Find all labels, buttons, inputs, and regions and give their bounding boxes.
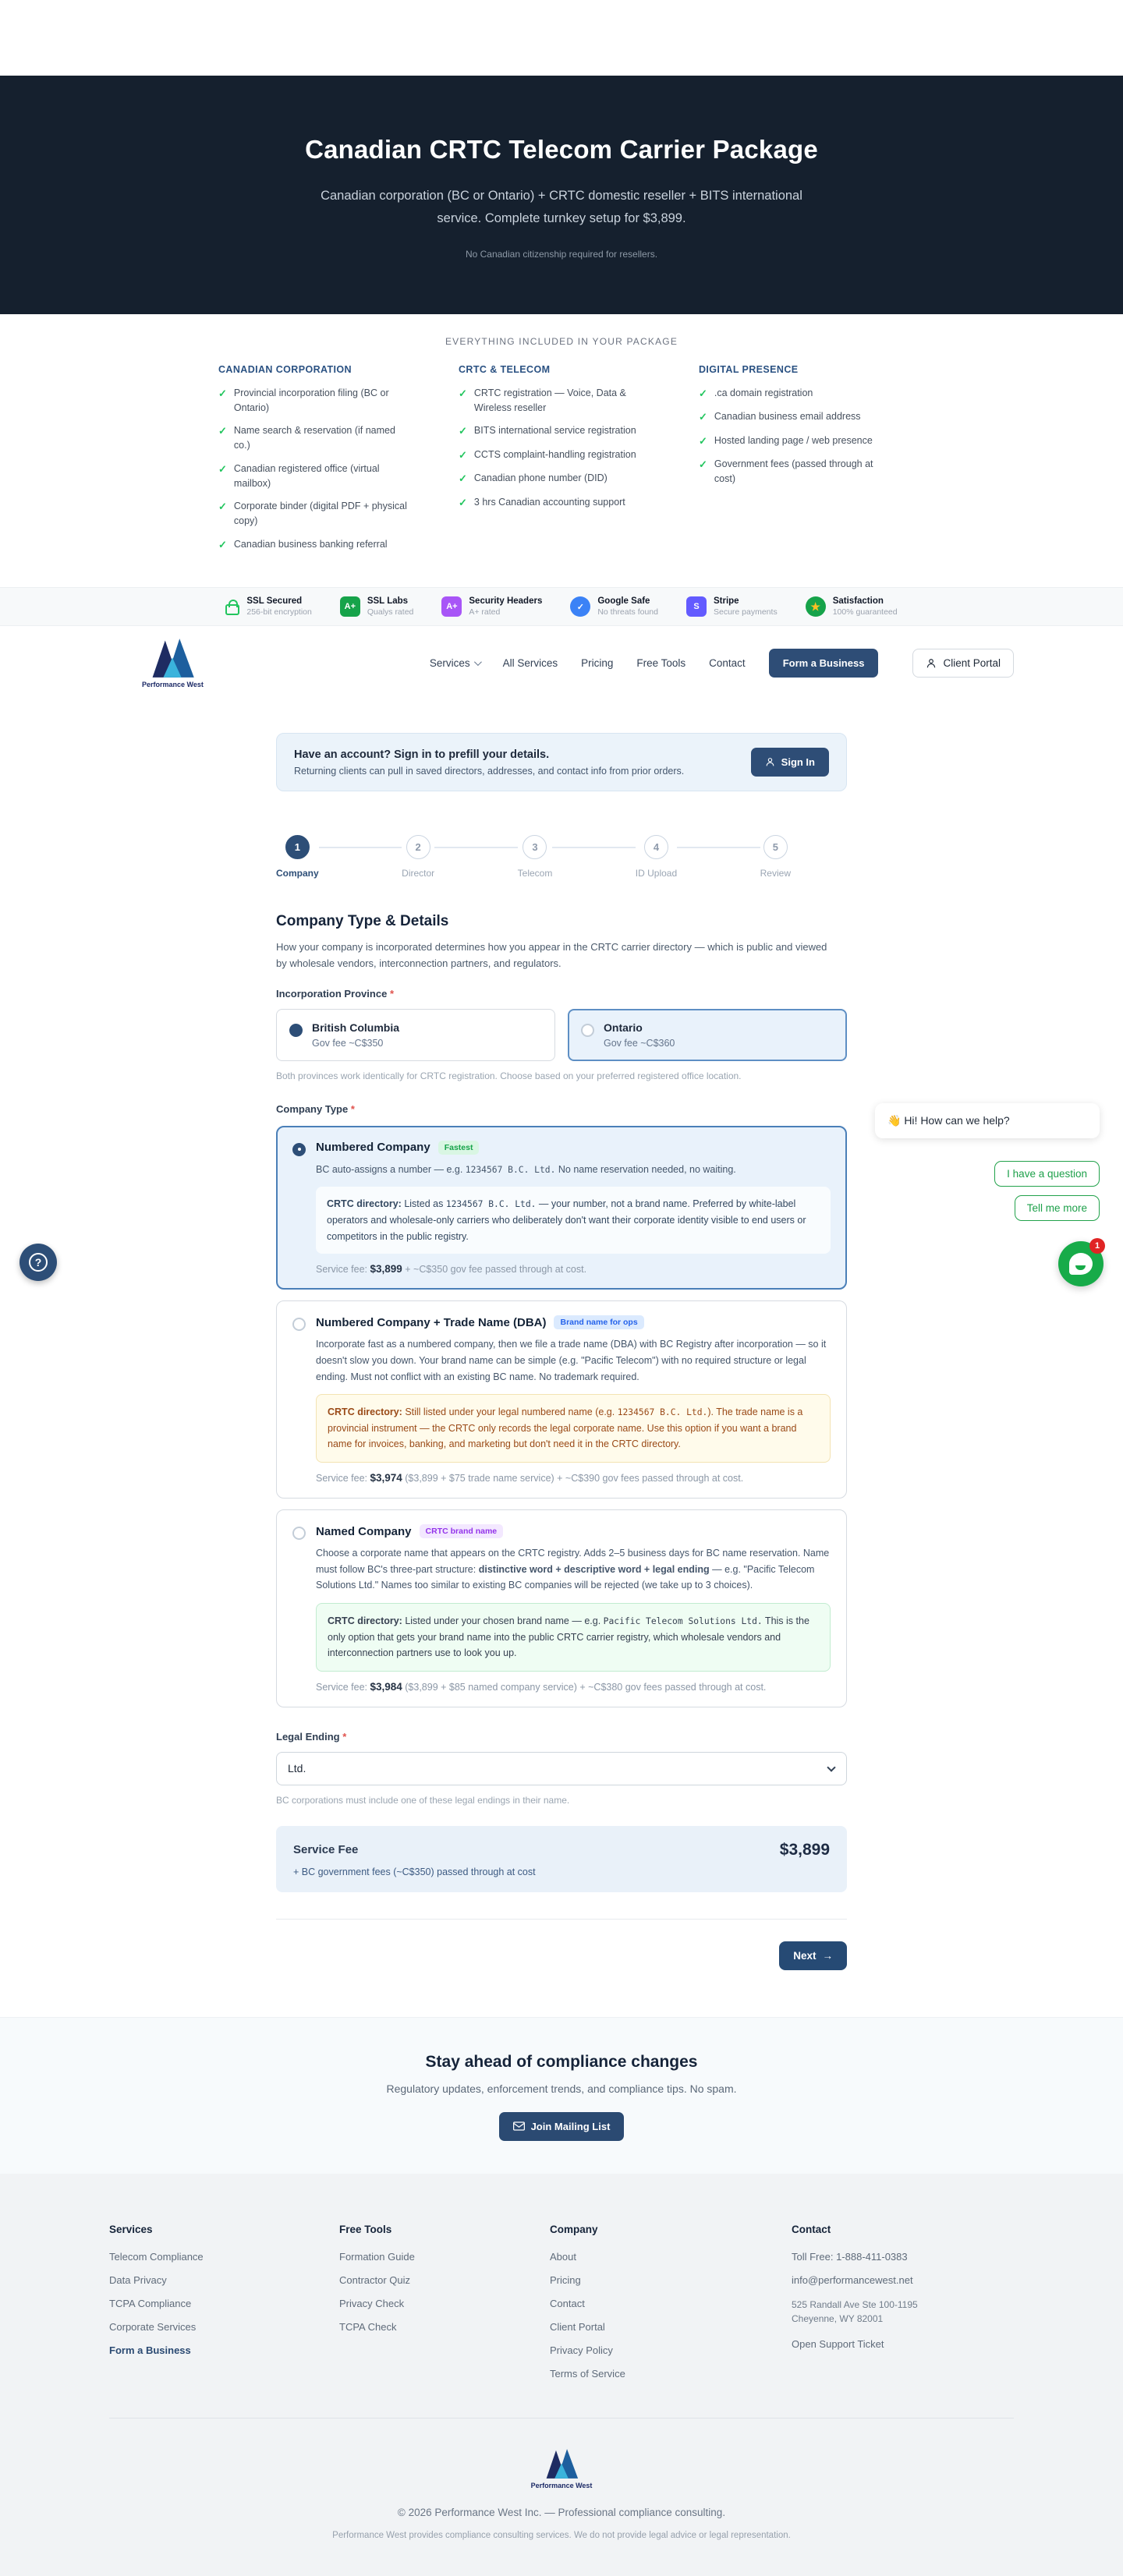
footer	[0, 2174, 1123, 2576]
legal-ending-select[interactable]	[276, 1752, 847, 1785]
province-name: British Columbia	[312, 1021, 400, 1034]
mountain-logo-icon	[544, 2448, 579, 2479]
list-item-text: .ca domain registration	[714, 387, 813, 398]
main-content	[276, 700, 847, 2017]
chat-unread-badge: 1	[1089, 1238, 1105, 1254]
footer-divider	[109, 2418, 1014, 2419]
badge-stripe	[686, 596, 778, 617]
footer-link-pricing[interactable]: Pricing	[550, 2273, 581, 2286]
option-title: Named Company	[316, 1524, 412, 1538]
check-icon: ✓	[699, 387, 707, 399]
question-mark-icon: ?	[29, 1253, 48, 1272]
chevron-down-icon	[474, 658, 482, 666]
required-asterisk: *	[350, 1102, 355, 1115]
crtc-directory-note: CRTC directory: Listed under your chosen brand name — e.g. Pacific Telecom Solutions Ltd. This is the only option that gets your brand name into the public CRTC carrier registry, which wholesale vendors and interconnection partners use to look you up.	[316, 1603, 831, 1672]
footer-email[interactable]: info@performancewest.net	[792, 2273, 913, 2286]
client-portal-label: Client Portal	[943, 657, 1001, 670]
footer-link-telecom-compliance[interactable]: Telecom Compliance	[109, 2250, 204, 2263]
newsletter-title: Stay ahead of compliance changes	[425, 2052, 698, 2071]
company-type-field-label: Company Type *	[276, 1102, 355, 1115]
signin-subtitle: Returning clients can pull in saved directors, addresses, and contact info from prior orders.	[294, 765, 685, 777]
option-description: BC auto-assigns a number — e.g. 1234567 B.C. Ltd. No name reservation needed, no waiting.	[316, 1163, 736, 1175]
nav-item-label: Services	[429, 657, 470, 670]
option-named-company[interactable]	[276, 1509, 847, 1707]
step-company[interactable]	[276, 835, 319, 879]
footer-link-terms-of-service[interactable]: Terms of Service	[550, 2367, 625, 2380]
footer-column-title: Company	[550, 2223, 598, 2235]
signin-title: Have an account? Sign in to prefill your details.	[294, 748, 550, 761]
province-option-ontario[interactable]	[568, 1009, 847, 1061]
legal-ending-note: BC corporations must include one of these legal endings in their name.	[276, 1794, 570, 1806]
footer-link-tcpa-compliance[interactable]: TCPA Compliance	[109, 2297, 192, 2309]
footer-link-contractor-quiz[interactable]: Contractor Quiz	[339, 2273, 411, 2286]
list-item-text: Canadian business banking referral	[233, 538, 388, 550]
envelope-icon	[513, 2121, 525, 2131]
footer-link-tcpa-check[interactable]: TCPA Check	[339, 2320, 397, 2333]
check-icon: ✓	[218, 462, 227, 475]
service-fee-note: + BC government fees (~C$350) passed through at cost	[293, 1866, 536, 1877]
top-navigation	[0, 626, 1123, 700]
google-safe-check-icon: ✓	[570, 596, 590, 617]
footer-link-about[interactable]: About	[550, 2250, 576, 2263]
legal-ending-field-label: Legal Ending *	[276, 1730, 347, 1743]
radio-icon[interactable]	[289, 1024, 303, 1037]
option-service-fee: Service fee: $3,899 + ~C$350 gov fee passed through at cost.	[316, 1263, 587, 1276]
badge-title: Google Safe	[597, 596, 650, 607]
step-telecom[interactable]	[518, 835, 553, 879]
chat-bubble-icon	[1069, 1253, 1093, 1275]
step-connector	[319, 847, 402, 848]
list-item	[699, 433, 894, 449]
list-item-text: Provincial incorporation filing (BC or Ontario)	[233, 387, 389, 413]
hero-note: No Canadian citizenship required for resellers.	[465, 248, 658, 260]
list-item-text: Name search & reservation (if named co.)	[233, 425, 395, 451]
sign-in-button[interactable]	[751, 748, 829, 777]
security-headers-icon: A+	[441, 596, 462, 617]
badge-google-safe	[570, 596, 658, 617]
badge-sub: Qualys rated	[367, 607, 414, 617]
star-icon: ★	[806, 596, 826, 617]
service-fee-label: Service Fee	[293, 1843, 359, 1857]
list-item-text: Canadian business email address	[714, 411, 861, 423]
chat-launcher-button[interactable]	[1058, 1241, 1104, 1286]
chat-option-tell-me-more-button[interactable]: Tell me more	[1015, 1195, 1100, 1221]
mountain-logo-icon	[150, 638, 195, 678]
badge-sub: A+ rated	[469, 607, 501, 617]
list-item-text: Canadian phone number (DID)	[473, 472, 608, 484]
list-item	[218, 423, 413, 453]
trust-badges-bar	[0, 587, 1123, 626]
list-item	[699, 457, 894, 487]
radio-icon[interactable]	[292, 1527, 306, 1540]
list-item-text: BITS international service registration	[473, 425, 636, 437]
hero-subtitle: Canadian corporation (BC or Ontario) + CRTC domestic reseller + BITS international service. Complete turnkey setup for $3,899.	[321, 189, 802, 225]
footer-link-open-support-ticket[interactable]: Open Support Ticket	[792, 2338, 884, 2351]
crtc-directory-note: CRTC directory: Still listed under your legal numbered name (e.g. 1234567 B.C. Ltd.). The trade name is a provincial instrument — the CRTC only records the legal corporate name. Use this option if you want a brand name for invoices, banking, and marketing but don't need it in the CRTC directory.	[316, 1394, 831, 1463]
option-badge: CRTC brand name	[420, 1524, 504, 1538]
nav-item-all-services[interactable]: All Services	[502, 657, 558, 670]
nav-item-free-tools[interactable]: Free Tools	[636, 657, 686, 670]
step-label: Telecom	[517, 868, 553, 879]
help-widget-button[interactable]	[19, 1244, 57, 1281]
included-column-title: CANADIAN CORPORATION	[218, 363, 352, 375]
option-title: Numbered Company	[316, 1141, 430, 1155]
check-icon: ✓	[699, 458, 707, 471]
option-title: Numbered Company + Trade Name (DBA)	[316, 1315, 547, 1329]
radio-icon[interactable]	[292, 1318, 306, 1331]
badge-satisfaction	[806, 596, 898, 617]
province-fee: Gov fee ~C$360	[604, 1037, 675, 1049]
lock-icon	[225, 604, 239, 615]
footer-brand-logo[interactable]	[531, 2448, 593, 2489]
province-name: Ontario	[604, 1021, 643, 1034]
step-wizard	[276, 835, 791, 879]
list-item	[459, 423, 654, 439]
footer-brand-name: Performance West	[530, 2481, 593, 2489]
hero-section	[0, 76, 1123, 314]
province-options	[276, 1009, 847, 1061]
check-icon: ✓	[699, 411, 707, 423]
service-fee-summary	[276, 1826, 847, 1892]
footer-link-contact[interactable]: Contact	[550, 2297, 585, 2309]
brand-logo[interactable]	[142, 638, 204, 688]
form-a-business-button[interactable]: Form a Business	[769, 649, 879, 678]
disclaimer-text: Performance West provides compliance consulting services. We do not provide legal advice or legal representation.	[332, 2530, 791, 2540]
list-item	[459, 495, 654, 511]
list-item-text: Corporate binder (digital PDF + physical copy)	[233, 501, 407, 526]
badge-sub: Secure payments	[713, 607, 778, 617]
province-note: Both provinces work identically for CRTC registration. Choose based on your preferred registered office location.	[276, 1070, 742, 1081]
newsletter-subtitle: Regulatory updates, enforcement trends, and compliance tips. No spam.	[386, 2082, 737, 2095]
list-item-text: 3 hrs Canadian accounting support	[473, 496, 625, 508]
badge-title: SSL Secured	[246, 596, 303, 607]
check-icon: ✓	[459, 387, 467, 399]
join-mailing-list-button[interactable]	[499, 2112, 625, 2141]
step-circle: 4	[644, 835, 668, 859]
footer-column-company	[550, 2224, 792, 2391]
check-icon: ✓	[218, 538, 227, 550]
list-item	[699, 386, 894, 402]
option-badge: Brand name for ops	[554, 1315, 643, 1329]
province-field-label: Incorporation Province *	[276, 987, 394, 1000]
list-item	[218, 537, 413, 553]
newsletter-section	[0, 2017, 1123, 2174]
list-item	[699, 409, 894, 425]
footer-link-data-privacy[interactable]: Data Privacy	[109, 2273, 167, 2286]
footer-link-corporate-services[interactable]: Corporate Services	[109, 2320, 197, 2333]
footer-column-contact	[792, 2224, 1014, 2391]
footer-link-client-portal[interactable]: Client Portal	[550, 2320, 605, 2333]
option-service-fee: Service fee: $3,974 ($3,899 + $75 trade name service) + ~C$390 gov fees passed through at cost.	[316, 1472, 744, 1484]
footer-link-privacy-policy[interactable]: Privacy Policy	[550, 2344, 613, 2356]
required-asterisk: *	[342, 1730, 347, 1743]
badge-title: Satisfaction	[832, 596, 884, 607]
top-spacer	[0, 0, 1123, 76]
included-section	[0, 314, 1123, 588]
badge-sub: 256-bit encryption	[246, 607, 312, 617]
list-item-text: Hosted landing page / web presence	[714, 434, 873, 446]
badge-title: Security Headers	[469, 596, 543, 607]
nav-item-contact[interactable]: Contact	[709, 657, 746, 670]
check-icon: ✓	[459, 472, 467, 485]
form-description: How your company is incorporated determines how you appear in the CRTC carrier directory — which is public and viewed by wholesale vendors, interconnection partners, and regulators.	[276, 941, 827, 970]
badge-title: Stripe	[713, 596, 739, 607]
list-item	[218, 386, 413, 416]
hero-title: Canadian CRTC Telecom Carrier Package	[305, 135, 818, 164]
step-connector	[677, 847, 760, 848]
page-title: Company Type & Details	[276, 913, 449, 930]
included-column-title: DIGITAL PRESENCE	[699, 363, 799, 375]
step-circle: 3	[523, 835, 547, 859]
radio-icon[interactable]	[292, 1143, 306, 1156]
legal-ending-select-wrap	[276, 1752, 847, 1785]
step-label: Company	[276, 868, 319, 879]
step-id-upload[interactable]	[636, 835, 677, 879]
footer-column-title: Contact	[792, 2223, 831, 2235]
list-item-text: Government fees (passed through at cost)	[714, 458, 873, 484]
step-director[interactable]	[402, 835, 434, 879]
footer-column-title: Services	[109, 2223, 153, 2235]
check-icon: ✓	[218, 501, 227, 513]
check-icon: ✓	[459, 448, 467, 461]
step-connector	[434, 847, 517, 848]
nav-item-pricing[interactable]: Pricing	[581, 657, 614, 670]
badge-title: SSL Labs	[367, 596, 409, 607]
footer-column-services	[109, 2224, 339, 2391]
option-service-fee: Service fee: $3,984 ($3,899 + $85 named company service) + ~C$380 gov fees passed through at cost.	[316, 1680, 767, 1693]
province-option-bc[interactable]	[276, 1009, 555, 1061]
included-column-digital	[699, 364, 905, 561]
footer-link-privacy-check[interactable]: Privacy Check	[339, 2297, 405, 2309]
footer-link-form-a-business[interactable]: Form a Business	[109, 2344, 191, 2356]
check-icon: ✓	[459, 425, 467, 437]
province-fee: Gov fee ~C$350	[312, 1037, 384, 1049]
person-icon	[765, 757, 775, 767]
badge-sub: 100% guaranteed	[832, 607, 898, 617]
footer-column-free-tools	[339, 2224, 550, 2391]
check-icon: ✓	[218, 425, 227, 437]
chat-greeting-bubble: 👋 Hi! How can we help?	[875, 1103, 1100, 1138]
chat-option-question-button[interactable]: I have a question	[994, 1161, 1100, 1187]
list-item-text: Canadian registered office (virtual mailbox)	[233, 462, 380, 489]
copyright-text: © 2026 Performance West Inc. — Professional compliance consulting.	[397, 2506, 726, 2518]
brand-name: Performance West	[142, 681, 204, 689]
list-item-text: CRTC registration — Voice, Data & Wireless reseller	[473, 387, 626, 413]
included-eyebrow: EVERYTHING INCLUDED IN YOUR PACKAGE	[445, 335, 678, 347]
ssl-labs-icon: A+	[340, 596, 360, 617]
list-item	[459, 386, 654, 416]
list-item	[459, 471, 654, 487]
badge-ssl-secured	[225, 596, 311, 617]
sign-in-label: Sign In	[781, 756, 815, 769]
option-description: Choose a corporate name that appears on the CRTC registry. Adds 2–5 business days for BC name reservation. Name must follow BC's three-part structure: distinctive word + descriptive word + legal ending — e.g. "Pacific Telecom Solutions Ltd." Names too similar to existing BC companies will be rejected (we take up to 3 choices).	[316, 1548, 830, 1591]
person-icon	[926, 658, 937, 669]
step-connector	[552, 847, 635, 848]
radio-icon[interactable]	[581, 1024, 594, 1037]
included-column-corporation	[218, 364, 424, 561]
crtc-directory-note: CRTC directory: Listed as 1234567 B.C. Ltd. — your number, not a brand name. Preferred by white-label operators and wholesale-only carriers who deliberately don't want their corporate identity visible to end users or competitors in the public registry.	[316, 1187, 831, 1254]
badge-ssl-labs	[340, 596, 414, 617]
check-icon: ✓	[699, 434, 707, 447]
list-item	[218, 499, 413, 529]
option-description: Incorporate fast as a numbered company, then we file a trade name (DBA) with BC Registry after incorporation — so it doesn't slow you down. Your brand name can be simple (e.g. "Pacific Telecom") with no required structure or legal ending. Must not conflict with an existing BC name. No trademark required.	[316, 1339, 827, 1382]
footer-link-formation-guide[interactable]: Formation Guide	[339, 2250, 415, 2263]
step-circle: 1	[285, 835, 310, 859]
nav-item-services[interactable]	[430, 657, 480, 669]
included-grid	[218, 364, 905, 561]
included-column-title: CRTC & TELECOM	[459, 363, 551, 375]
footer-phone[interactable]: Toll Free: 1-888-411-0383	[792, 2250, 908, 2263]
divider	[276, 1919, 847, 1920]
service-fee-amount: $3,899	[779, 1840, 830, 1859]
footer-column-title: Free Tools	[339, 2223, 392, 2235]
step-circle: 2	[406, 835, 430, 859]
list-item	[459, 448, 654, 463]
option-badge: Fastest	[438, 1141, 480, 1155]
check-icon: ✓	[459, 496, 467, 508]
list-item-text: CCTS complaint-handling registration	[473, 448, 636, 460]
required-asterisk: *	[389, 987, 394, 1000]
check-icon: ✓	[218, 387, 227, 399]
nav-links	[430, 649, 1014, 678]
included-column-telecom	[459, 364, 664, 561]
list-item	[218, 462, 413, 491]
join-mailing-list-label: Join Mailing List	[530, 2120, 611, 2132]
step-label: Review	[760, 868, 791, 879]
option-numbered-company[interactable]	[276, 1126, 847, 1290]
step-label: ID Upload	[635, 868, 678, 879]
stripe-icon: S	[686, 596, 707, 617]
step-review[interactable]	[760, 835, 791, 879]
option-numbered-company-dba[interactable]	[276, 1300, 847, 1499]
signin-banner	[276, 733, 847, 791]
step-label: Director	[402, 868, 435, 879]
client-portal-button[interactable]	[912, 649, 1014, 678]
badge-sub: No threats found	[597, 607, 658, 617]
next-label: Next	[793, 1949, 817, 1962]
badge-security-headers	[441, 596, 542, 617]
footer-address: 525 Randall Ave Ste 100-1195 Cheyenne, WY 82001	[792, 2298, 918, 2325]
next-button[interactable]	[779, 1941, 847, 1970]
arrow-right-icon: →	[822, 1949, 833, 1962]
step-circle: 5	[763, 835, 788, 859]
